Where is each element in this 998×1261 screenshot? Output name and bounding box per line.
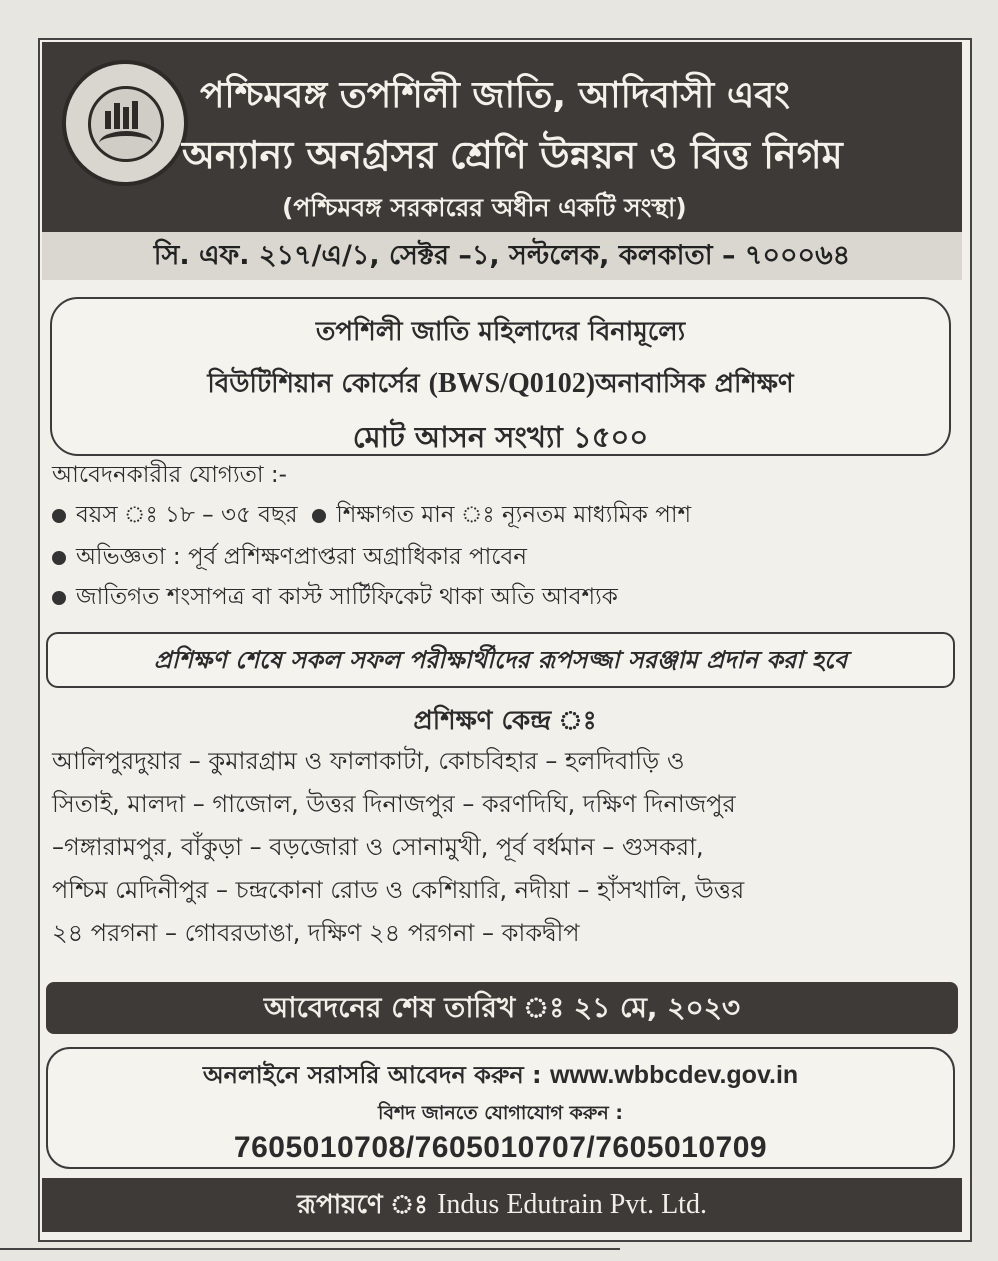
centers-line: সিতাই, মালদা – গাজোল, উত্তর দিনাজপুর – করণদিঘি, দক্ষিণ দিনাজপুর — [52, 790, 736, 818]
organization-subtitle: (পশ্চিমবঙ্গ সরকারের অধীন একটি সংস্থা) — [282, 193, 687, 222]
centers-line: আলিপুরদুয়ার – কুমারগ্রাম ও ফালাকাটা, কোচবিহার – হলদিবাড়ি ও — [52, 747, 685, 775]
total-seats: মোট আসন সংখ্যা ১৫০০ — [352, 420, 649, 454]
footer-band — [42, 1178, 962, 1232]
course-line2 — [52, 363, 949, 407]
kit-notice: প্রশিক্ষণ শেষে সকল সফল পরীক্ষার্থীদের রূপসজ্জা সরঞ্জাম প্রদান করা হবে — [46, 632, 955, 688]
contact-label: বিশদ জানতে যোগাযোগ করুন : — [378, 1102, 623, 1124]
course-line2-prefix: বিউটিশিয়ান কোর্সের — [207, 369, 429, 399]
bullet-icon — [52, 551, 66, 565]
eligibility-title: আবেদনকারীর যোগ্যতা :- — [52, 462, 287, 488]
bullet-icon — [312, 509, 326, 523]
page-divider — [0, 1248, 620, 1250]
online-apply-line — [48, 1057, 953, 1097]
centers-line: –গঙ্গারামপুর, বাঁকুড়া – বড়জোরা ও সোনামুখী, পূর্ব বর্ধমান – গুসকরা, — [52, 833, 704, 861]
course-box — [50, 297, 951, 456]
online-apply-box — [46, 1047, 955, 1169]
organization-name-line1: পশ্চিমবঙ্গ তপশিলী জাতি, আদিবাসী এবং — [200, 75, 790, 116]
organization-name-line2: অন্যান্য অনগ্রসর শ্রেণি উন্নয়ন ও বিত্ত নিগম — [182, 133, 843, 177]
eligibility-education: শিক্ষাগত মান ঃ ন্যূনতম মাধ্যমিক পাশ — [336, 502, 692, 528]
contact-phones: 7605010708/7605010707/7605010709 — [233, 1131, 768, 1164]
eligibility-experience-row — [52, 538, 527, 577]
course-line2-suffix: অনাবাসিক প্রশিক্ষণ — [595, 369, 794, 399]
eligibility-caste: জাতিগত শংসাপত্র বা কাস্ট সার্টিফিকেট থাকা অতি আবশ্যক — [76, 584, 618, 610]
eligibility-age: বয়স ঃ ১৮ – ৩৫ বছর — [76, 502, 298, 528]
centers-line: ২৪ পরগনা – গোবরডাঙা, দক্ষিণ ২৪ পরগনা – কাকদ্বীপ — [52, 919, 580, 947]
centers-line: পশ্চিম মেদিনীপুর – চন্দ্রকোনা রোড ও কেশিয়ারি, নদীয়া – হাঁসখালি, উত্তর — [52, 876, 745, 904]
eligibility-experience: অভিজ্ঞতা : পূর্ব প্রশিক্ষণপ্রাপ্তরা অগ্রাধিকার পাবেন — [76, 544, 528, 570]
advertisement — [38, 38, 972, 1242]
application-deadline: আবেদনের শেষ তারিখ ঃ ২১ মে, ২০২৩ — [46, 982, 958, 1034]
organization-address: সি. এফ. ২১৭/এ/১, সেক্টর –১, সল্টলেক, কলকাতা – ৭০০০৬৪ — [42, 232, 962, 280]
course-line1: তপশিলী জাতি মহিলাদের বিনামূল্যে — [315, 317, 686, 347]
bullet-icon — [52, 509, 66, 523]
training-centers-title: প্রশিক্ষণ কেন্দ্র ঃ — [413, 706, 597, 736]
website-link[interactable]: www.wbbcdev.gov.in — [550, 1061, 799, 1089]
implementer-name: Indus Edutrain Pvt. Ltd. — [437, 1189, 707, 1220]
training-centers-list — [52, 740, 952, 955]
corporation-logo-icon — [62, 60, 188, 186]
eligibility-caste-row — [52, 578, 618, 617]
course-code: (BWS/Q0102) — [428, 368, 596, 399]
header-band — [42, 42, 962, 280]
eligibility-age-education — [52, 496, 691, 535]
online-apply-label: অনলাইনে সরাসরি আবেদন করুন : — [202, 1061, 550, 1089]
bullet-icon — [52, 591, 66, 605]
footer-prefix: রূপায়ণে ঃ — [297, 1190, 438, 1220]
